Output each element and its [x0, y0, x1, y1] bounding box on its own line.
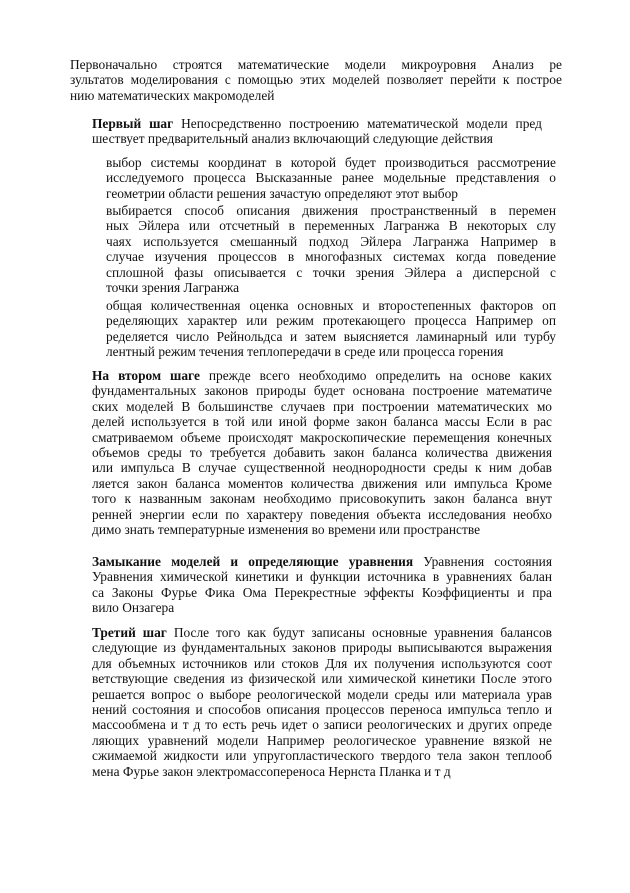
list-item-coordinates [106, 155, 556, 201]
text-line: ределяется число Рейнольдса и затем выясняется ламинарный или турбу [106, 328, 556, 344]
text-line: исследуемого процесса Высказанные ранее модельные представления о [106, 170, 556, 186]
step-heading: Первый шаг [92, 116, 174, 131]
text-line: нию математических макромоделей [70, 87, 275, 103]
line-text: После того как будут записаны основные уравнения балансов [166, 625, 552, 640]
paragraph-closure-models [92, 554, 552, 616]
text-line: вило Онзагера [92, 600, 175, 616]
text-line: для объемных источников или стоков Для их получения используются соот [92, 655, 552, 671]
text-line: точки зрения Лагранжа [106, 279, 240, 295]
text-line: сжимаемой жидкости или упругопластического твердого тела закон теплооб [92, 748, 552, 764]
text-line: сматриваемом объеме происходят макроскопические перемещения конечных [92, 429, 552, 445]
text-line: фундаментальных законов природы будет основана построение математиче [92, 383, 552, 399]
text-line: мена Фурье закон электромассопереноса Нернста Планка и т д [92, 763, 451, 779]
text-line: ских моделей В большинстве случаев при построении математических мо [92, 398, 552, 414]
text-line: ных Эйлера или отсчетный в переменных Лагранжа В некоторых слу [106, 218, 556, 234]
text-line: выбор системы координат в которой будет производиться рассмотрение [106, 155, 556, 170]
text-line [92, 368, 552, 383]
text-line: са Законы Фурье Фика Ома Перекрестные эффекты Коэффициенты и пра [92, 584, 552, 600]
text-line: чаях используется смешанный подход Эйлера Лагранжа Например в [106, 233, 556, 249]
text-line: димо знать температурные изменения во времени или пространстве [92, 521, 481, 537]
paragraph-second-step [92, 368, 552, 537]
line-text: прежде всего необходимо определить на основе каких [199, 368, 552, 383]
text-line: ренней энергии если по характеру поведения объекта исследования необхо [92, 506, 552, 522]
text-line: сплошной фазы описывается с точки зрения Эйлера а дисперсной с [106, 264, 556, 280]
step-heading: На втором шаге [92, 368, 200, 383]
text-line: следующие из фундаментальных законов природы выписываются выражения [92, 640, 552, 656]
text-line: случае изучения процессов в многофазных системах когда поведение [106, 249, 556, 265]
paragraph-third-step [92, 625, 552, 779]
text-line: выбирается способ описания движения пространственный в перемен [106, 203, 556, 218]
text-line: или импульса В случае существенной неоднородности среды к ним добав [92, 460, 552, 476]
text-line: общая количественная оценка основных и второстепенных факторов оп [106, 298, 556, 313]
paragraph-intro [70, 57, 562, 103]
text-line: массообмена и т д то есть речь идет о записи реологических и других опреде [92, 717, 552, 733]
text-line [92, 554, 552, 569]
paragraph-first-step [92, 116, 542, 147]
text-line: решается вопрос о выборе реологической модели среды или материала урав [92, 686, 552, 702]
text-line: ветствующие сведения из физической или химической кинетики После этого [92, 671, 552, 687]
text-line: шествует предварительный анализ включающий следующие действия [92, 131, 493, 147]
line-text: Уравнения состояния [413, 554, 552, 569]
text-line [92, 116, 542, 131]
text-line: геометрии области решения зачастую определяют этот выбор [106, 185, 458, 201]
text-line: ределяющих характер или режим протекающего процесса Например оп [106, 313, 556, 329]
line-text: Непосредственно построению математической модели пред [173, 116, 542, 131]
text-line: ляющих уравнений модели Например реологическое уравнение вязкой не [92, 732, 552, 748]
text-line: ляется закон баланса моментов количества движения или импульса Кроме [92, 475, 552, 491]
text-line: делей используется в той или иной форме закон баланса массы Если в рас [92, 414, 552, 430]
text-line: объемов среды то требуется добавить закон баланса количества движения [92, 444, 552, 460]
section-heading: Замыкание моделей и определяющие уравнения [92, 554, 414, 569]
list-item-motion-description [106, 203, 556, 295]
text-line: того к названным законам необходимо присовокупить закон баланса внут [92, 491, 552, 507]
text-line: Уравнения химической кинетики и функции источника в уравнениях балан [92, 569, 552, 585]
text-line [92, 625, 552, 640]
text-line: Первоначально строятся математические модели микроуровня Анализ ре [70, 57, 562, 72]
step-heading: Третий шаг [92, 625, 167, 640]
text-line: нений состояния и способов описания процессов переноса импульса тепло и [92, 701, 552, 717]
list-item-factor-estimation [106, 298, 556, 360]
text-line: зультатов моделирования с помощью этих моделей позволяет перейти к построе [70, 72, 562, 88]
text-line: лентный режим течения теплопередачи в среде или процесса горения [106, 344, 504, 360]
